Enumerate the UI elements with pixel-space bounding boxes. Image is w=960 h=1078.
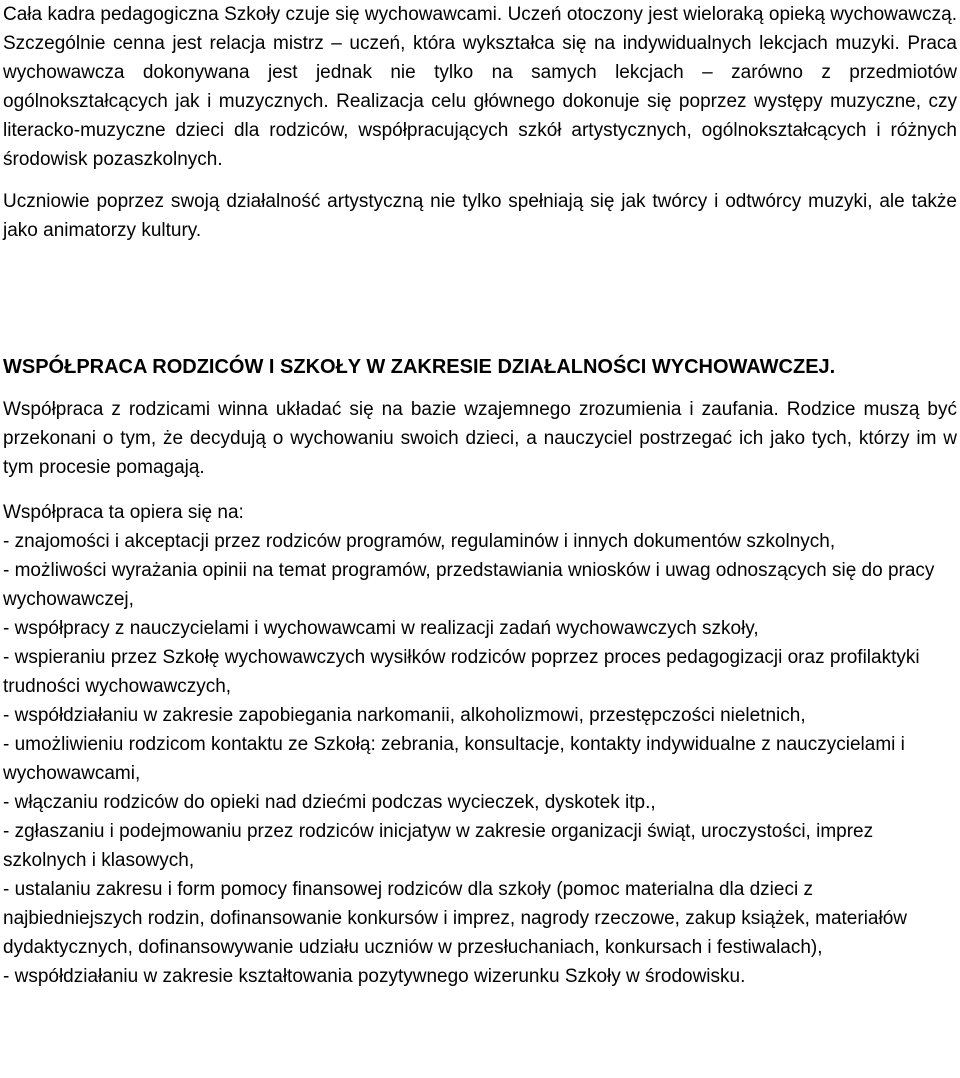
list-item: - ustalaniu zakresu i form pomocy finansowej rodziców dla szkoły (pomoc materialna dla dzieci z najbiedniejszych rodzin, dofinansowanie konkursów i imprez, nagrody rzeczowe, zakup książek, materiałów dydaktycznych, dofinansowywanie udziału uczniów w przesłuchaniach, konkursach i festiwalach), (3, 879, 907, 958)
list-intro: Współpraca ta opiera się na: (3, 502, 244, 523)
list-item: - współdziałaniu w zakresie kształtowania pozytywnego wizerunku Szkoły w środowisku. (3, 966, 746, 987)
section-paragraph: Współpraca z rodzicami winna układać się na bazie wzajemnego zrozumienia i zaufania. Rodzice muszą być przekonani o tym, że decydują o wychowaniu swoich dzieci, a nauczyciel postrzegać ich jako tych, którzy im w tym procesie pomagają. (3, 399, 957, 478)
list-item: - umożliwieniu rodzicom kontaktu ze Szkołą: zebrania, konsultacje, kontakty indywidualne z nauczycielami i wychowawcami, (3, 734, 905, 784)
section-heading: WSPÓŁPRACA RODZICÓW I SZKOŁY W ZAKRESIE DZIAŁALNOŚCI WYCHOWAWCZEJ. (3, 356, 836, 378)
cooperation-list (3, 527, 957, 991)
document-page (3, 0, 957, 991)
intro-paragraph-1: Cała kadra pedagogiczna Szkoły czuje się wychowawcami. Uczeń otoczony jest wieloraką opieką wychowawczą. Szczególnie cenna jest relacja mistrz – uczeń, która wykształca się na indywidualnych lekcjach muzyki. Praca wychowawcza dokonywana jest jednak nie tylko na samych lekcjach – zarówno z przedmiotów ogólnokształcących jak i muzycznych. Realizacja celu głównego dokonuje się poprzez występy muzyczne, czy literacko-muzyczne dzieci dla rodziców, współpracujących szkół artystycznych, ogólnokształcących i różnych środowisk pozaszkolnych. (3, 4, 957, 170)
list-item: - wspieraniu przez Szkołę wychowawczych wysiłków rodziców poprzez proces pedagogizacji oraz profilaktyki trudności wychowawczych, (3, 647, 920, 697)
list-item: - włączaniu rodziców do opieki nad dziećmi podczas wycieczek, dyskotek itp., (3, 792, 656, 813)
list-item: - współpracy z nauczycielami i wychowawcami w realizacji zadań wychowawczych szkoły, (3, 618, 759, 639)
list-item: - zgłaszaniu i podejmowaniu przez rodziców inicjatyw w zakresie organizacji świąt, uroczystości, imprez szkolnych i klasowych, (3, 821, 874, 871)
intro-paragraph-2: Uczniowie poprzez swoją działalność artystyczną nie tylko spełniają się jak twórcy i odtwórcy muzyki, ale także jako animatorzy kultury. (3, 191, 957, 241)
list-item: - współdziałaniu w zakresie zapobiegania narkomanii, alkoholizmowi, przestępczości nieletnich, (3, 705, 806, 726)
list-item: - możliwości wyrażania opinii na temat programów, przedstawiania wniosków i uwag odnoszących się do pracy wychowawczej, (3, 560, 935, 610)
list-item: - znajomości i akceptacji przez rodziców programów, regulaminów i innych dokumentów szkolnych, (3, 531, 836, 552)
